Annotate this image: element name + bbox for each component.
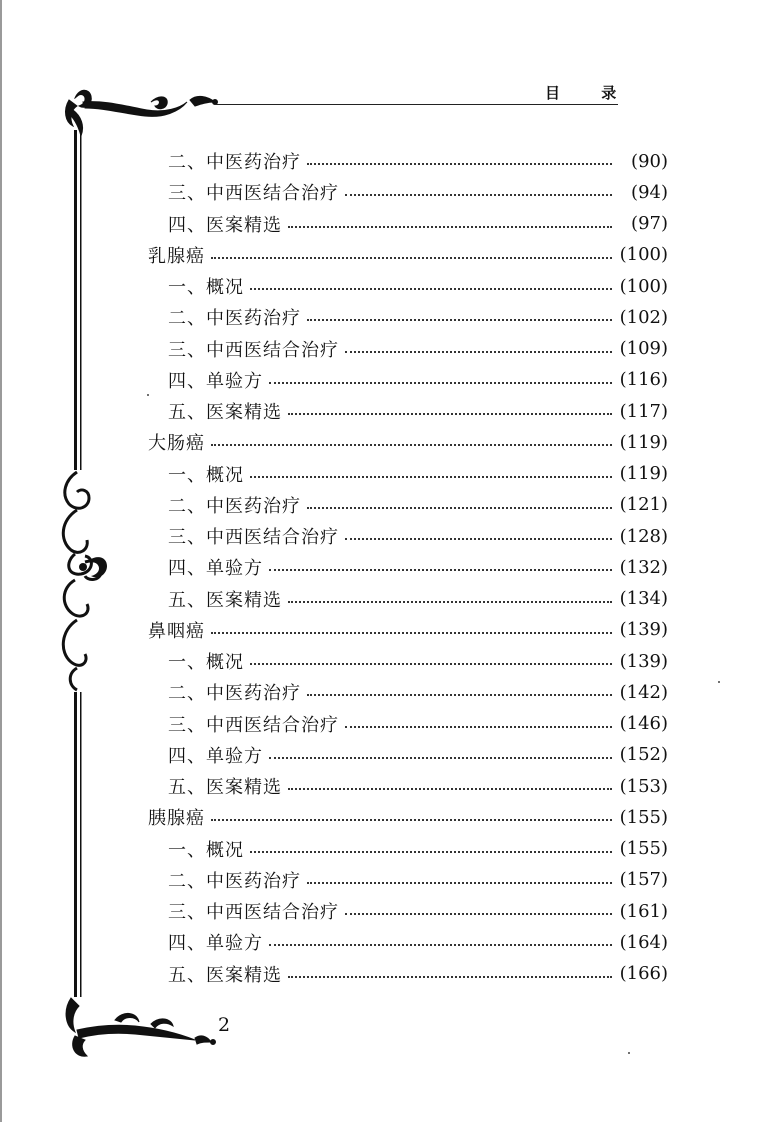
toc-section-row [0,615,784,645]
toc-section-row [0,802,784,832]
toc-page-number: (139) [619,650,668,672]
toc-page-number: (100) [619,275,668,297]
toc-page-number: (102) [619,306,668,328]
dot-leader [250,476,612,478]
toc-subsection-row [0,521,784,551]
toc-entry-label: 三、中西医结合治疗 [168,902,339,923]
dot-leader [288,976,612,978]
toc-entry-label: 鼻咽癌 [148,620,205,642]
dot-leader [211,257,612,259]
dot-leader [345,194,612,196]
toc-entry-label: 五、医案精选 [168,964,282,986]
toc-page-number: (166) [619,963,668,984]
dot-leader [250,288,612,290]
toc-page-number: (139) [619,619,668,641]
toc-subsection-row [0,209,784,239]
dot-leader [250,663,612,665]
toc-entry-label: 五、医案精选 [168,589,282,611]
toc-subsection-row [0,177,784,207]
scan-speck [628,1052,630,1054]
toc-entry-label: 三、中西医结合治疗 [168,339,339,361]
toc-subsection-row [0,927,784,957]
toc-subsection-row [0,896,784,926]
toc-subsection-row [0,271,784,301]
toc-subsection-row [0,677,784,707]
toc-page-number: (155) [619,838,668,859]
toc-page-number: (121) [619,494,668,516]
toc-entry-label: 一、概况 [168,277,244,298]
toc-subsection-row [0,646,784,676]
running-header-title: 目 录 [545,84,635,102]
toc-entry-label: 四、单验方 [168,745,263,767]
toc-page-number: (164) [619,931,668,953]
toc-page-number: (152) [619,744,668,766]
toc-page-number: (119) [619,463,668,484]
dot-leader [269,382,612,384]
dot-leader [307,694,612,696]
dot-leader [269,569,612,571]
toc-page-number: (94) [631,181,668,203]
toc-entry-label: 二、中医药治疗 [168,870,301,892]
toc-entry-label: 大肠癌 [148,433,205,455]
toc-entry-label: 三、中西医结合治疗 [168,714,339,736]
toc-entry-label: 四、单验方 [168,370,263,392]
dot-leader [211,632,612,634]
toc-entry-label: 三、中西医结合治疗 [168,183,339,205]
toc-subsection-row [0,740,784,770]
toc-page-number: (109) [619,338,668,359]
dot-leader [288,226,612,228]
toc-subsection-row [0,552,784,582]
toc-page-number: (153) [619,775,668,797]
dot-leader [345,913,612,915]
dot-leader [307,507,612,509]
toc-entry-label: 三、中西医结合治疗 [168,527,339,548]
toc-section-row [0,427,784,457]
toc-entry-label: 一、概况 [168,839,244,861]
toc-page-number: (157) [619,869,668,891]
toc-entry-label: 二、中医药治疗 [168,495,301,517]
toc-entry-label: 胰腺癌 [148,808,205,830]
dot-leader [211,819,612,821]
header-rule [215,104,618,105]
toc-entry-label: 一、概况 [168,464,244,486]
toc-subsection-row [0,490,784,520]
dot-leader [211,444,612,446]
toc-page-number: (128) [619,525,668,547]
dot-leader [269,757,612,759]
toc-entry-label: 四、医案精选 [168,214,282,236]
toc-subsection-row [0,709,784,739]
toc-page-number: (119) [619,431,668,453]
dot-leader [288,413,612,415]
toc-entry-label: 四、单验方 [168,933,263,955]
dot-leader [345,351,612,353]
dot-leader [250,851,612,853]
dot-leader [288,788,612,790]
toc-page-number: (117) [619,400,668,422]
toc-page-number: (116) [619,369,668,391]
scan-speck [718,681,720,683]
toc-page-number: (90) [631,150,668,172]
toc-entry-label: 四、单验方 [168,558,263,580]
toc-subsection-row [0,865,784,895]
toc-subsection-row [0,584,784,614]
toc-subsection-row [0,334,784,364]
toc-page-number: (146) [619,713,668,734]
dot-leader [307,163,612,165]
toc-entry-label: 二、中医药治疗 [168,683,301,705]
page-number: 2 [218,1014,231,1036]
toc-subsection-row [0,396,784,426]
dot-leader [345,538,612,540]
toc-entry-label: 乳腺癌 [148,245,205,267]
toc-subsection-row [0,771,784,801]
toc-page-number: (97) [631,213,668,234]
dot-leader [345,726,612,728]
toc-subsection-row [0,146,784,176]
toc-entry-label: 一、概况 [168,652,244,673]
toc-entry-label: 五、医案精选 [168,777,282,798]
toc-page-number: (161) [619,900,668,922]
toc-page-number: (155) [619,806,668,828]
scan-speck [147,394,149,396]
toc-subsection-row [0,365,784,395]
dot-leader [269,944,612,946]
toc-page-number: (100) [619,244,668,266]
dot-leader [288,601,612,603]
toc-subsection-row [0,459,784,489]
toc-section-row [0,240,784,270]
toc-subsection-row [0,834,784,864]
toc-page-number: (142) [619,681,668,703]
toc-entry-label: 五、医案精选 [168,402,282,423]
dot-leader [307,319,612,321]
toc-entry-label: 二、中医药治疗 [168,152,301,173]
toc-entry-label: 二、中医药治疗 [168,308,301,330]
toc-page-number: (132) [619,556,668,578]
toc-subsection-row [0,302,784,332]
toc-subsection-row [0,959,784,989]
toc-page-number: (134) [619,588,668,609]
dot-leader [307,882,612,884]
